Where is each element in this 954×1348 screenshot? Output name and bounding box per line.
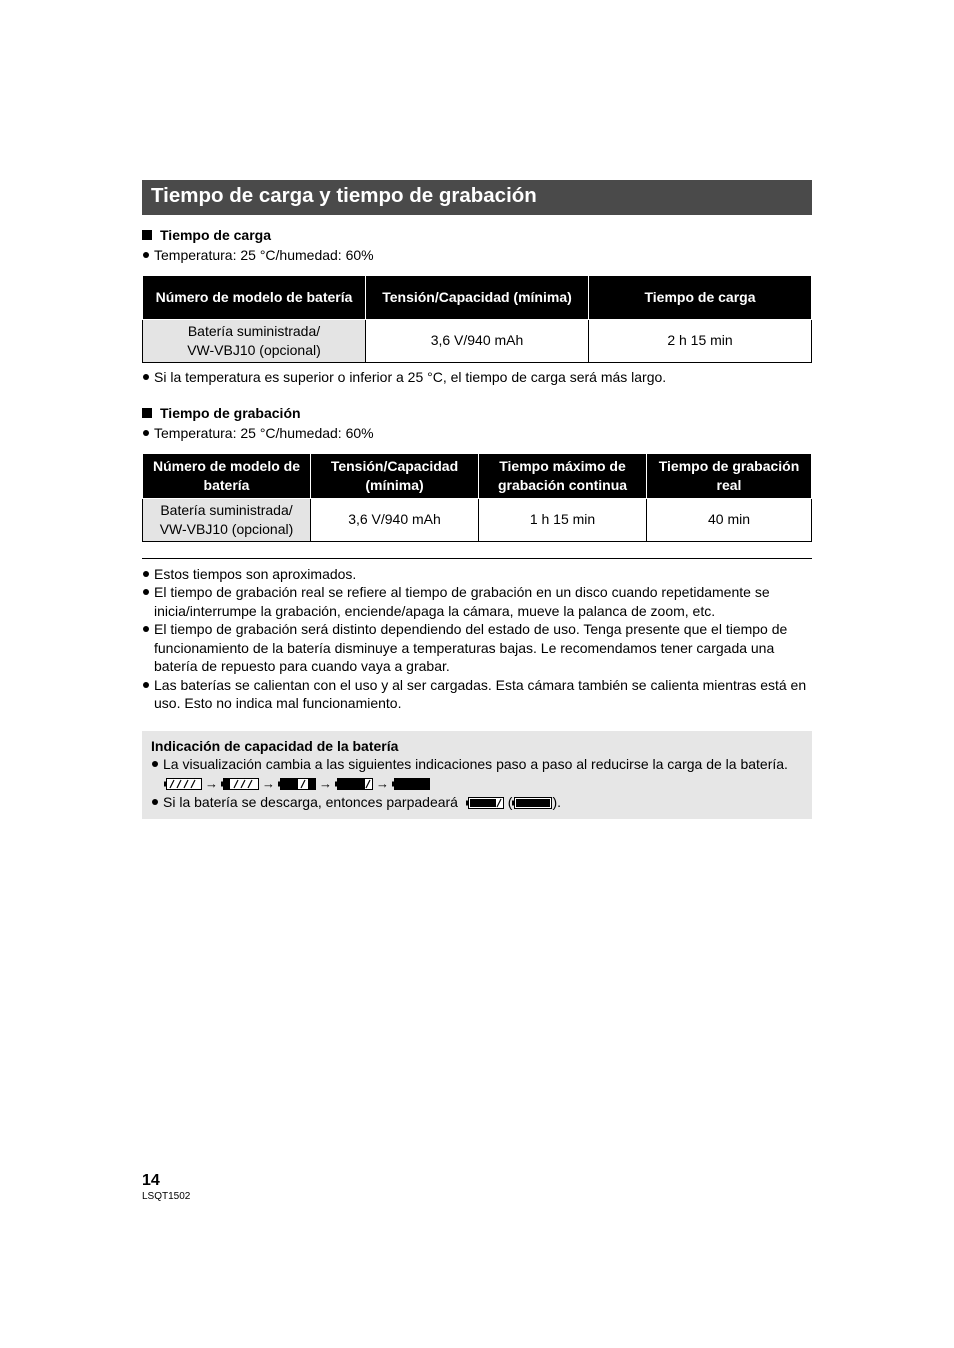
list-item: El tiempo de grabación real se refiere al tiempo de grabación en un disco cuando repetidamente se inicia/interrumpe la grabación, enciende/apaga la cámara, mueve la palanca de zoom, etc. [142,583,812,620]
charge-header-model: Número de modelo de batería [143,275,366,319]
record-table-header-row [143,453,812,498]
record-header-real-time: Tiempo de grabación real [647,453,812,498]
charge-table-header-row [143,275,812,319]
record-heading [142,403,812,422]
arrow-right-icon: → [376,775,389,791]
list-item: Estos tiempos son aproximados. [142,565,812,584]
battery-discharge-text: Si la batería se descarga, entonces parpadeará [163,793,458,810]
record-header-max-time: Tiempo máximo de grabación continua [479,453,647,498]
record-table [142,453,812,542]
record-header-capacity: Tensión/Capacidad (mínima) [311,453,479,498]
notes-list [142,565,812,713]
page-title: Tiempo de carga y tiempo de grabación [142,180,812,215]
record-cell-max-time: 1 h 15 min [479,498,647,541]
charge-heading-text: Tiempo de carga [160,226,272,243]
document-code: LSQT1502 [142,1191,191,1202]
battery-capacity-box [142,731,812,820]
record-heading-text: Tiempo de grabación [160,404,301,421]
record-cell-model [143,498,311,541]
charge-condition: Temperatura: 25 °C/humedad: 60% [142,246,812,265]
battery-empty-icon [392,778,430,790]
charge-note: Si la temperatura es superior o inferior a 25 °C, el tiempo de carga será más largo. [142,368,812,387]
paren-open: ( [507,793,513,810]
square-bullet-icon [142,230,152,240]
battery-box-bullet-1: La visualización cambia a las siguientes indicaciones paso a paso al reducirse la carga de la batería. [151,755,803,774]
battery-level-sequence [164,775,803,793]
table-row [143,498,812,541]
charge-heading [142,225,812,244]
charge-header-capacity: Tensión/Capacidad (mínima) [366,275,589,319]
charge-header-time: Tiempo de carga [589,275,812,319]
charge-model-line2: VW-VBJ10 (opcional) [187,341,321,358]
list-item: El tiempo de grabación será distinto dependiendo del estado de uso. Tenga presente que el tiempo de funcionamiento de la batería disminuye a temperaturas bajas. Le recomendamos tener cargada una batería de repuesto para cuando vaya a grabar. [142,620,812,676]
battery-full-icon [164,778,202,790]
charge-cell-capacity: 3,6 V/940 mAh [366,319,589,362]
charge-model-line1: Batería suministrada/ [187,323,321,339]
record-cell-real-time: 40 min [647,498,812,541]
paren-close: ). [552,793,561,810]
record-condition: Temperatura: 25 °C/humedad: 60% [142,424,812,443]
record-model-line2: VW-VBJ10 (opcional) [159,520,294,537]
page-content [142,180,812,819]
record-model-line1: Batería suministrada/ [160,502,293,518]
page-number: 14 [142,1172,160,1189]
battery-half-icon [278,778,316,790]
table-row [143,319,812,362]
section-divider [142,558,812,559]
battery-blink-empty-icon [512,797,552,809]
record-cell-capacity: 3,6 V/940 mAh [311,498,479,541]
arrow-right-icon: → [205,775,218,791]
record-header-model: Número de modelo de batería [143,453,311,498]
charge-table [142,275,812,363]
square-bullet-icon [142,408,152,418]
list-item: Las baterías se calientan con el uso y al ser cargadas. Esta cámara también se calienta mientras está en uso. Esto no indica mal funcionamiento. [142,676,812,713]
battery-box-bullet-2 [151,793,803,812]
battery-box-title: Indicación de capacidad de la batería [151,737,399,754]
arrow-right-icon: → [319,775,332,791]
charge-cell-time: 2 h 15 min [589,319,812,362]
charge-cell-model [143,319,366,362]
battery-quarter-icon [335,778,373,790]
arrow-right-icon: → [262,775,275,791]
battery-blink-icon [466,797,504,809]
battery-three-quarter-icon [221,778,259,790]
